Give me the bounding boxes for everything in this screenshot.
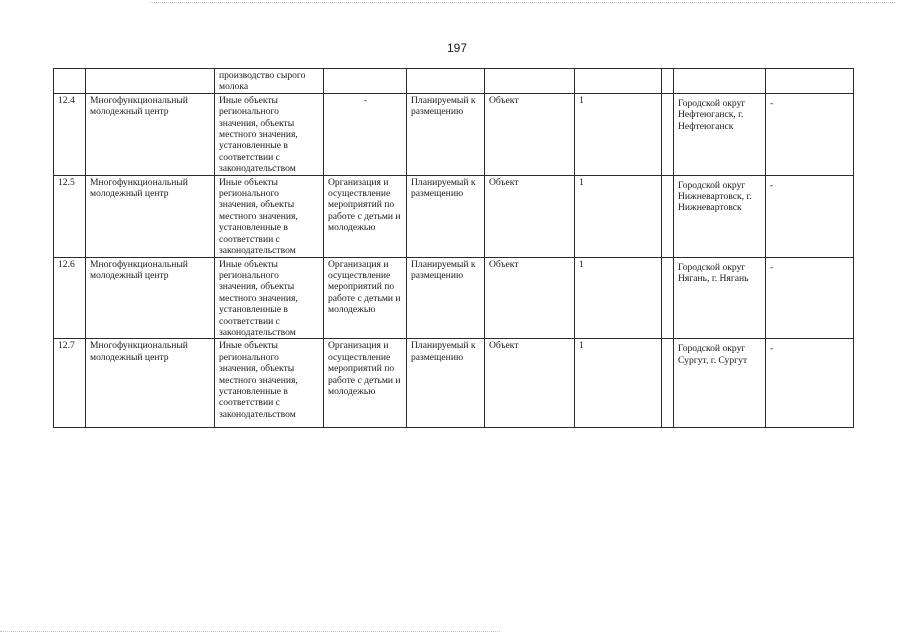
table-cell-empty [662, 93, 674, 175]
table-row [54, 93, 854, 175]
object-name: Многофункциональный молодежный центр [86, 175, 215, 257]
table-row [54, 257, 854, 339]
table-row [54, 339, 854, 428]
object-location: Городской округ Нягань, г. Нягань [674, 257, 766, 339]
object-name: Многофункциональный молодежный центр [86, 93, 215, 175]
object-status: Планируемый к размещению [407, 257, 485, 339]
object-status: Планируемый к размещению [407, 93, 485, 175]
object-purpose: Организация и осуществление мероприятий по работе с детьми и молодежью [324, 175, 407, 257]
scan-noise-bottom [0, 631, 500, 636]
object-zone: - [766, 93, 854, 175]
object-name: Многофункциональный молодежный центр [86, 257, 215, 339]
object-purpose: - [324, 93, 407, 175]
object-zone: - [766, 175, 854, 257]
row-number: 12.6 [54, 257, 86, 339]
page-number: 197 [446, 41, 468, 55]
object-unit: Объект [485, 257, 575, 339]
table-cell-empty [662, 257, 674, 339]
row-number: 12.5 [54, 175, 86, 257]
table-cell [575, 69, 662, 94]
object-count: 1 [575, 93, 662, 175]
object-unit: Объект [485, 339, 575, 428]
table-cell [674, 69, 766, 94]
scan-noise-top [150, 2, 895, 9]
object-status: Планируемый к размещению [407, 339, 485, 428]
object-count: 1 [575, 257, 662, 339]
objects-table [53, 68, 854, 428]
object-zone: - [766, 339, 854, 428]
table-cell-empty [662, 175, 674, 257]
object-zone: - [766, 257, 854, 339]
table-cell-empty [662, 339, 674, 428]
table-cell-type: производство сырого молока [215, 69, 324, 94]
object-purpose: Организация и осуществление мероприятий по работе с детьми и молодежью [324, 257, 407, 339]
table-cell [766, 69, 854, 94]
table-cell [324, 69, 407, 94]
object-location: Городской округ Сургут, г. Сургут [674, 339, 766, 428]
object-location: Городской округ Нижневартовск, г. Нижневартовск [674, 175, 766, 257]
row-number: 12.7 [54, 339, 86, 428]
row-number: 12.4 [54, 93, 86, 175]
object-type: Иные объекты регионального значения, объекты местного значения, установленные в соответствии с законодательством [215, 339, 324, 428]
table-row-continuation [54, 69, 854, 94]
object-count: 1 [575, 175, 662, 257]
table-cell [662, 69, 674, 94]
object-count: 1 [575, 339, 662, 428]
object-unit: Объект [485, 93, 575, 175]
table-cell [485, 69, 575, 94]
object-type: Иные объекты регионального значения, объекты местного значения, установленные в соответствии с законодательством [215, 93, 324, 175]
table-cell [54, 69, 86, 94]
object-location: Городской округ Нефтеюганск, г. Нефтеюганск [674, 93, 766, 175]
object-type: Иные объекты регионального значения, объекты местного значения, установленные в соответствии с законодательством [215, 175, 324, 257]
table-cell [407, 69, 485, 94]
object-unit: Объект [485, 175, 575, 257]
object-type: Иные объекты регионального значения, объекты местного значения, установленные в соответствии с законодательством [215, 257, 324, 339]
table-row [54, 175, 854, 257]
object-purpose: Организация и осуществление мероприятий по работе с детьми и молодежью [324, 339, 407, 428]
table-cell [86, 69, 215, 94]
object-name: Многофункциональный молодежный центр [86, 339, 215, 428]
object-status: Планируемый к размещению [407, 175, 485, 257]
